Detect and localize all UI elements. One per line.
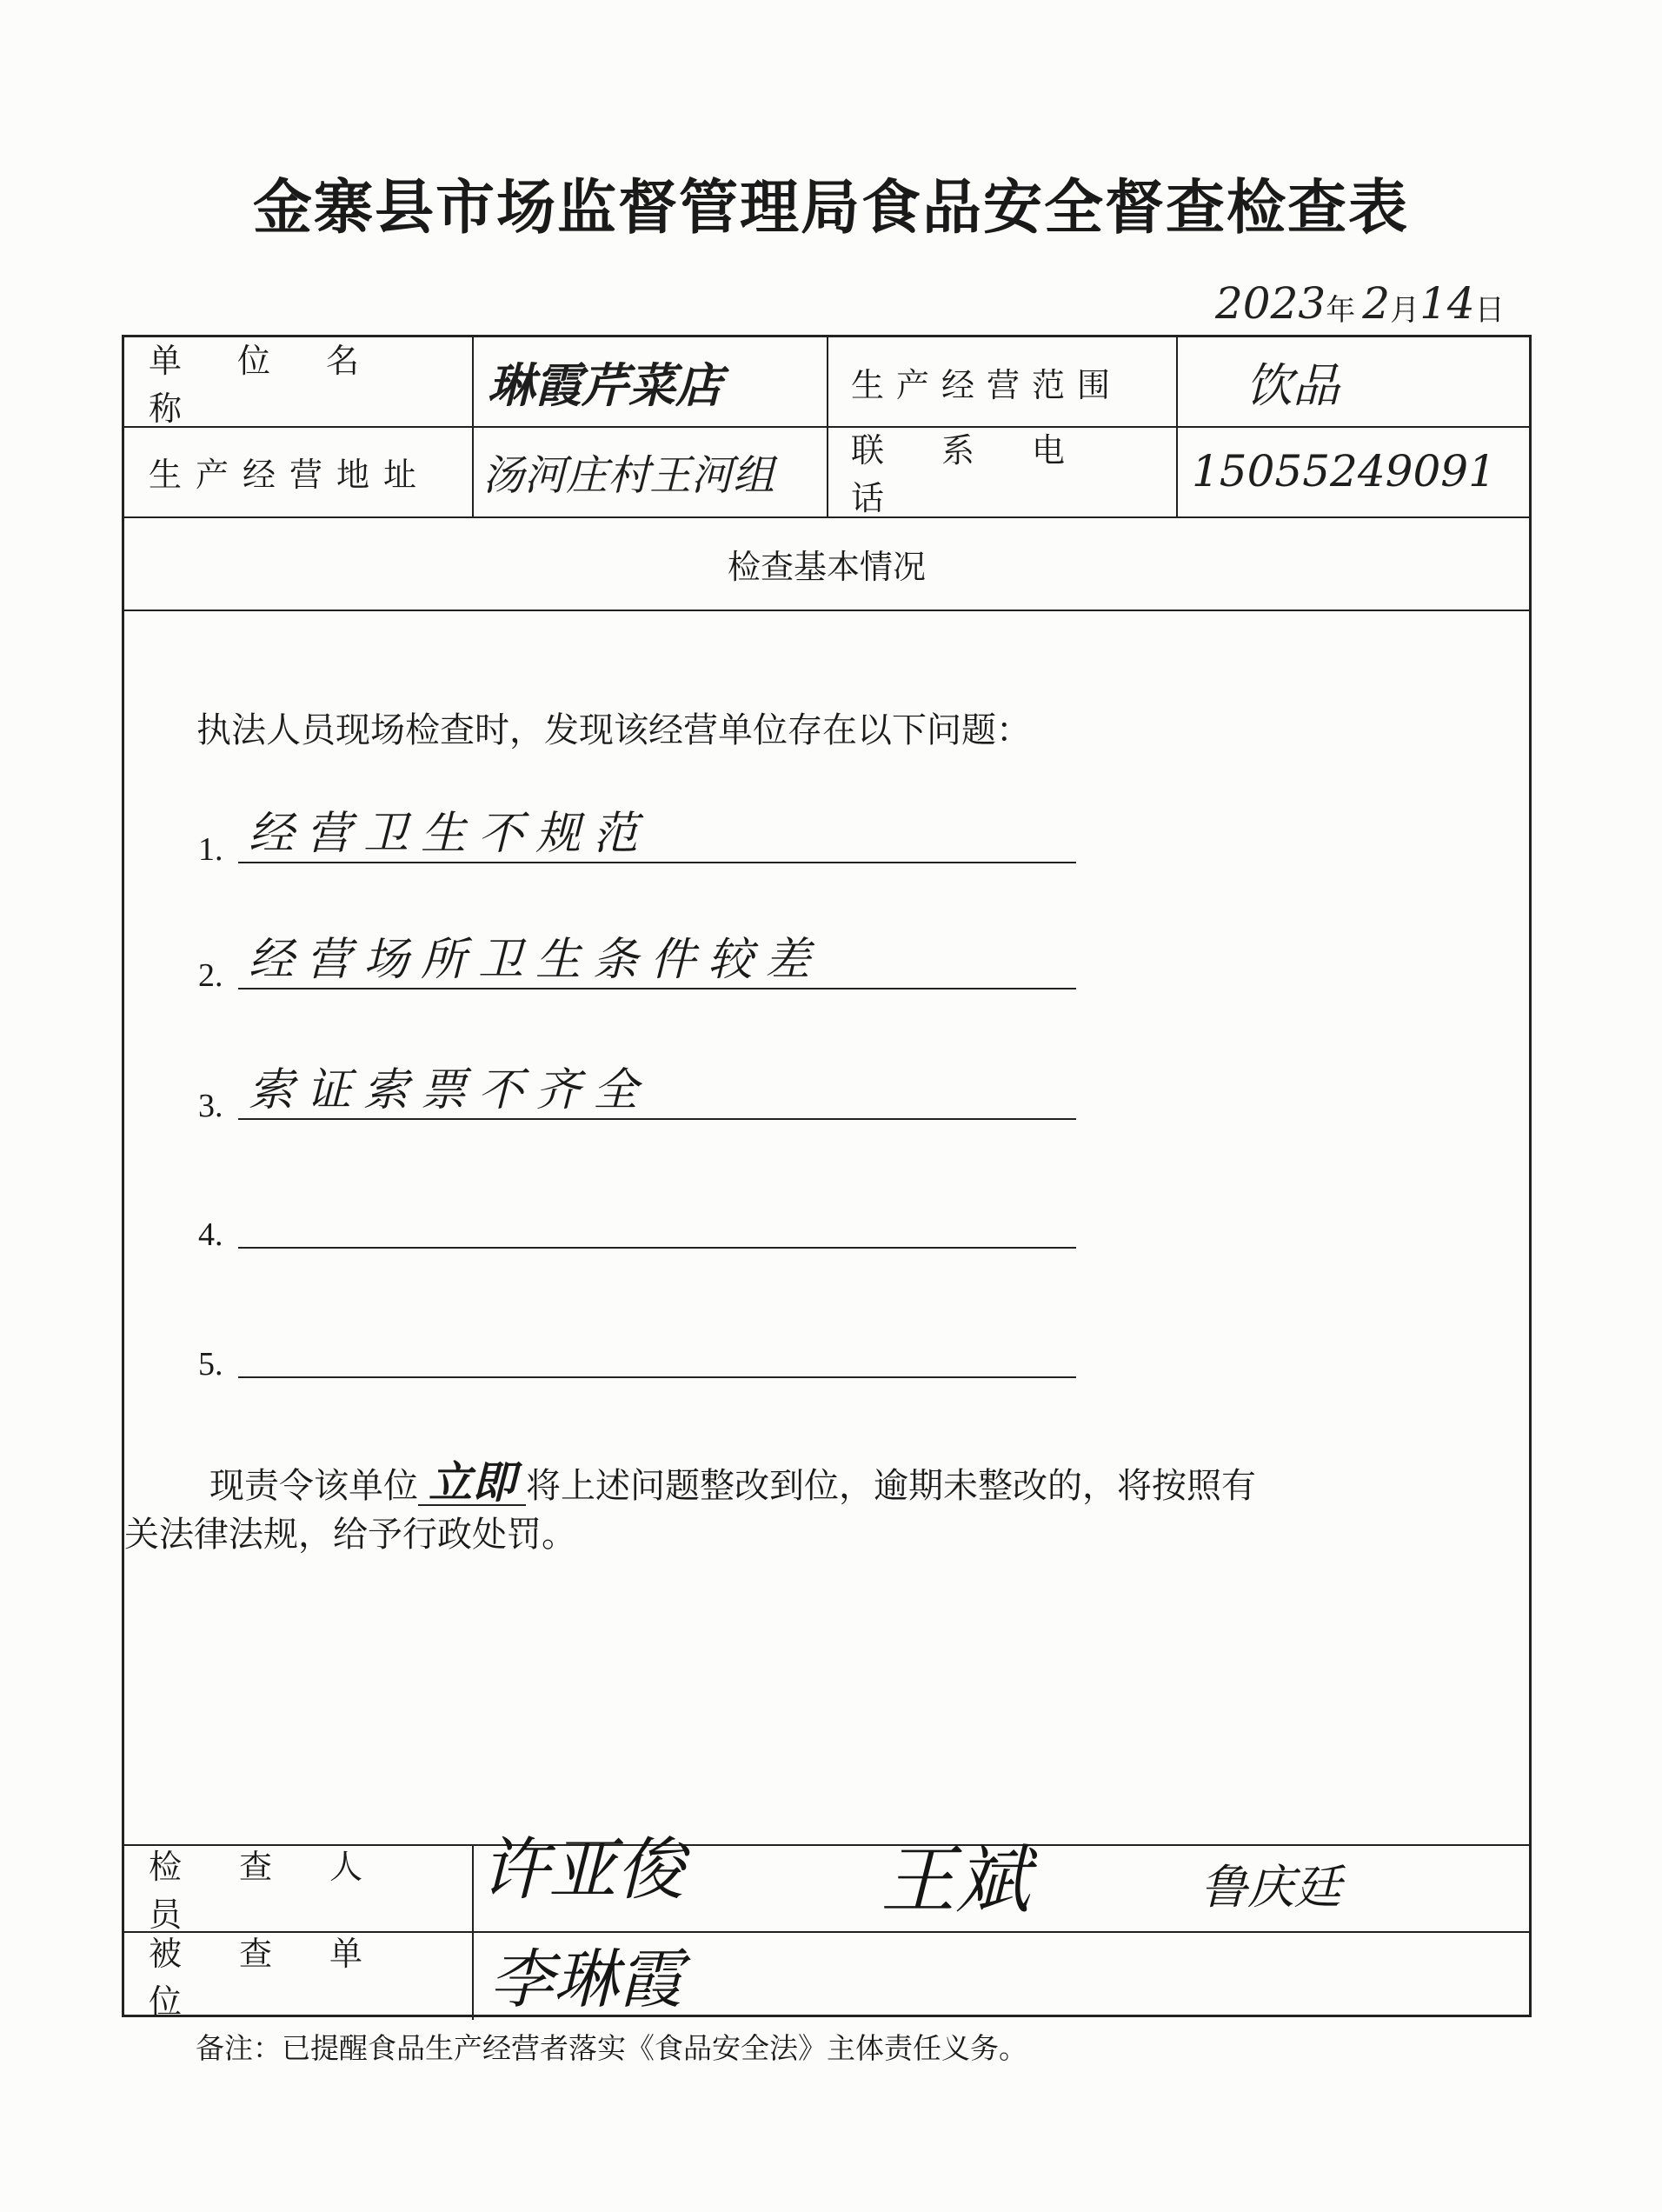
inspected-unit-label bbox=[124, 1931, 472, 2021]
issue-underline bbox=[238, 988, 1076, 989]
section-title: 检查基本情况 bbox=[727, 548, 926, 586]
scope-value: 饮品 bbox=[1246, 357, 1340, 413]
unit-name-label bbox=[124, 337, 472, 426]
issue-number: 2. bbox=[198, 957, 223, 994]
issue-item-2 bbox=[198, 934, 1067, 994]
scope-label bbox=[827, 337, 1176, 426]
order-deadline: 立即 bbox=[418, 1461, 526, 1506]
address-label-text: 生产经营地址 bbox=[149, 455, 431, 494]
order-line-2: 关法律法规，给予行政处罚。 bbox=[124, 1515, 576, 1555]
inspected-unit-label-text: 被查单位 bbox=[149, 1935, 421, 2021]
footnote: 备注：已提醒食品生产经营者落实《食品安全法》主体责任义务。 bbox=[196, 2031, 1027, 2065]
col-divider bbox=[472, 1844, 474, 2020]
issue-underline bbox=[238, 862, 1076, 863]
date-day-unit: 日 bbox=[1474, 293, 1505, 328]
col-divider bbox=[472, 337, 474, 516]
inspector-signature-1: 许亚俊 bbox=[481, 1831, 685, 1909]
inspector-signature-2: 王斌 bbox=[881, 1837, 1030, 1924]
inspected-unit-signature: 李琳霞 bbox=[489, 1942, 682, 2017]
col-divider bbox=[1176, 337, 1178, 516]
phone-label bbox=[827, 426, 1176, 516]
issue-number: 1. bbox=[198, 831, 223, 868]
issue-item-1 bbox=[198, 808, 1067, 868]
issues-intro: 执法人员现场检查时，发现该经营单位存在以下问题： bbox=[196, 710, 1031, 750]
order-prefix: 现责令该单位 bbox=[209, 1466, 418, 1506]
issue-number: 3. bbox=[198, 1088, 223, 1124]
address-value: 汤河庄村王河组 bbox=[482, 450, 775, 500]
inspectors-label bbox=[124, 1844, 472, 1934]
phone-label-text: 联系电话 bbox=[851, 431, 1123, 517]
rectification-order bbox=[124, 1456, 1534, 1559]
issue-text: 索证索票不齐全 bbox=[249, 1064, 651, 1116]
issue-underline bbox=[238, 1247, 1076, 1249]
issue-item-3 bbox=[198, 1064, 1067, 1124]
date-month-unit: 月 bbox=[1390, 293, 1420, 328]
issue-number: 5. bbox=[198, 1346, 223, 1382]
inspectors-label-text: 检查人员 bbox=[149, 1848, 421, 1934]
issue-item-4 bbox=[198, 1196, 1067, 1253]
row-divider bbox=[124, 610, 1529, 611]
order-suffix: 将上述问题整改到位，逾期未整改的，将按照有 bbox=[526, 1466, 1256, 1506]
phone-value: 15055249091 bbox=[1192, 446, 1496, 496]
form-title: 金寨县市场监督管理局食品安全督查检查表 bbox=[252, 174, 1409, 243]
unit-name-value: 琳霞芹菜店 bbox=[488, 356, 722, 413]
inspection-form bbox=[122, 335, 1532, 2021]
date-month: 2 bbox=[1362, 278, 1391, 329]
issue-underline bbox=[238, 1118, 1076, 1120]
address-label bbox=[124, 426, 472, 516]
issue-underline bbox=[238, 1376, 1076, 1378]
scope-label-text: 生产经营范围 bbox=[851, 365, 1123, 404]
issue-text: 经营卫生不规范 bbox=[249, 808, 651, 860]
date-day: 14 bbox=[1419, 278, 1475, 329]
unit-name-label-text: 单位名称 bbox=[149, 342, 416, 428]
issue-number: 4. bbox=[198, 1216, 223, 1253]
issue-item-5 bbox=[198, 1326, 1067, 1382]
issue-text: 经营场所卫生条件较差 bbox=[249, 934, 823, 986]
date-year-unit: 年 bbox=[1326, 293, 1356, 328]
inspection-date bbox=[1215, 276, 1505, 329]
date-year: 2023 bbox=[1215, 278, 1326, 329]
inspector-signature-3: 鲁庆廷 bbox=[1200, 1860, 1341, 1915]
